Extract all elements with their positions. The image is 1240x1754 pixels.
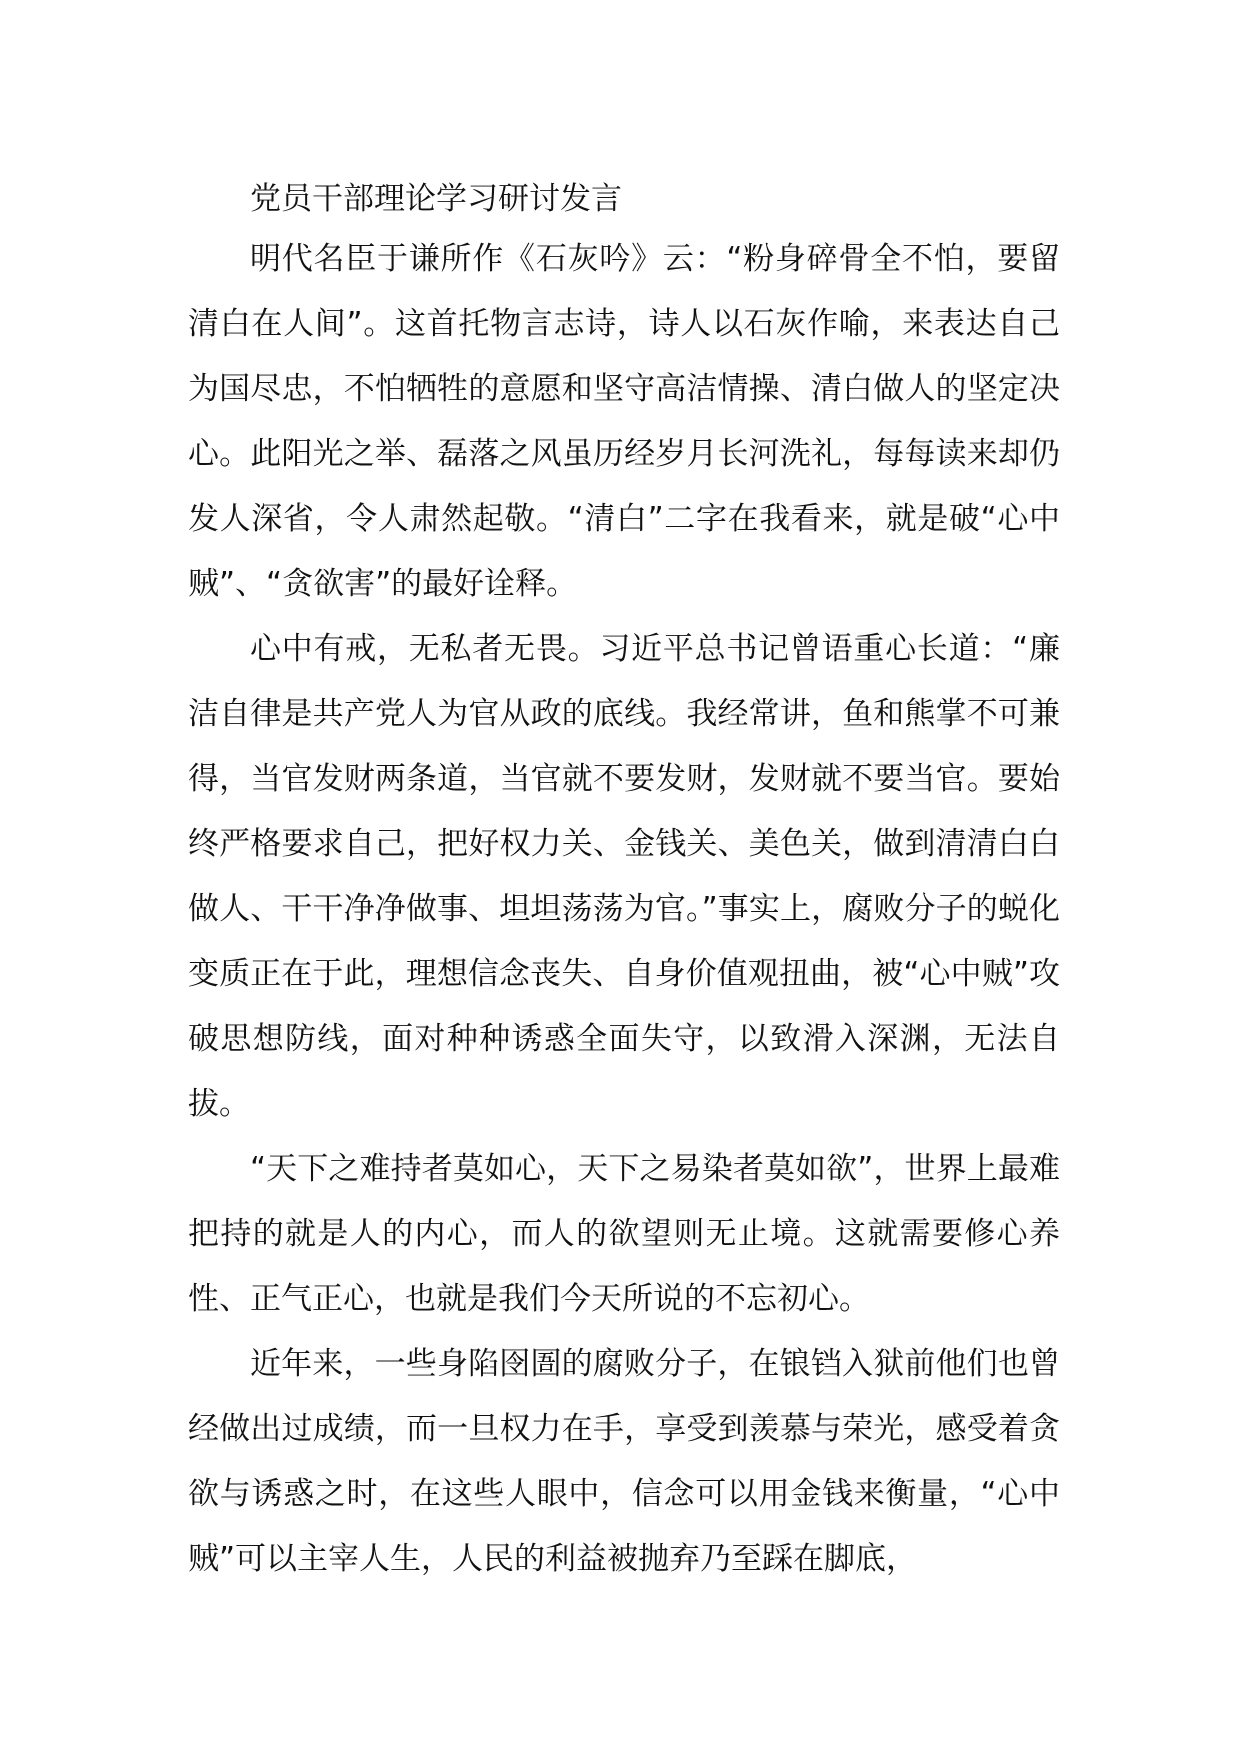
document-body <box>188 172 1060 1592</box>
paragraph: “天下之难持者莫如心，天下之易染者莫如欲”，世界上最难把持的就是人的内心，而人的欲望则无止境。这就需要修心养性、正气正心，也就是我们今天所说的不忘初心。 <box>188 1151 1060 1317</box>
paragraph: 心中有戒，无私者无畏。习近平总书记曾语重心长道：“廉洁自律是共产党人为官从政的底线。我经常讲，鱼和熊掌不可兼得，当官发财两条道，当官就不要发财，发财就不要当官。要始终严格要求自己，把好权力关、金钱关、美色关，做到清清白白做人、干干净净做事、坦坦荡荡为官。”事实上，腐败分子的蜕化变质正在于此，理想信念丧失、自身价值观扭曲，被“心中贼”攻破思想防线，面对种种诱惑全面失守，以致滑入深渊，无法自拔。 <box>188 631 1060 1122</box>
paragraph: 近年来，一些身陷囹圄的腐败分子，在锒铛入狱前他们也曾经做出过成绩，而一旦权力在手，享受到羡慕与荣光，感受着贪欲与诱惑之时，在这些人眼中，信念可以用金钱来衡量，“心中贼”可以主宰人生，人民的利益被抛弃乃至踩在脚底， <box>188 1346 1060 1577</box>
document-title: 党员干部理论学习研讨发言 <box>250 181 622 217</box>
paragraph: 明代名臣于谦所作《石灰吟》云：“粉身碎骨全不怕，要留清白在人间”。这首托物言志诗，诗人以石灰作喻，来表达自己为国尽忠，不怕牺牲的意愿和坚守高洁情操、清白做人的坚定决心。此阳光之举、磊落之风虽历经岁月长河洗礼，每每读来却仍发人深省，令人肃然起敬。“清白”二字在我看来，就是破“心中贼”、“贪欲害”的最好诠释。 <box>188 241 1060 602</box>
